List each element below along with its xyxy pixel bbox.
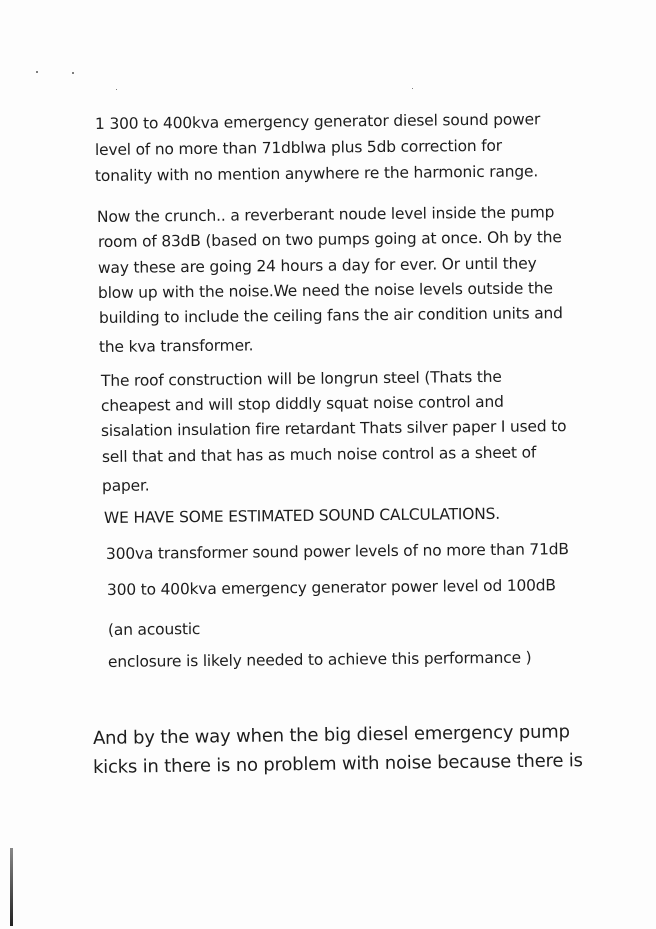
acoustic-line-1: (an acoustic: [107, 620, 201, 639]
paragraph-2-line-1: Now the crunch.. a reverberant noude level inside the pump: [96, 203, 555, 226]
paragraph-2-line-4: blow up with the noise.We need the noise levels outside the: [97, 279, 553, 302]
paragraph-3-line-5: paper.: [101, 476, 150, 495]
final-line-2: kicks in there is no problem with noise because there is: [92, 750, 583, 778]
paragraph-2-line-5: building to include the ceiling fans the air condition units and: [98, 304, 563, 327]
paragraph-1-line-1: 1 300 to 400kva emergency generator diesel sound power: [94, 110, 541, 133]
calculations-heading: WE HAVE SOME ESTIMATED SOUND CALCULATIONS.: [103, 504, 501, 527]
scan-speck: [412, 88, 413, 89]
paragraph-3-line-3: sisalation insulation fire retardant Thats silver paper I used to: [100, 417, 567, 440]
paragraph-2-line-6: the kva transformer.: [98, 336, 254, 356]
final-line-1: And by the way when the big diesel emergency pump: [92, 721, 570, 749]
paragraph-2-line-2: room of 83dB (based on two pumps going at once. Oh by the: [97, 228, 562, 251]
scan-speck: [116, 89, 117, 90]
scan-speck: [36, 71, 38, 73]
paragraph-3-line-2: cheapest and will stop diddly squat noise control and: [100, 392, 504, 415]
transformer-line: 300va transformer sound power levels of no more than 71dB: [105, 540, 569, 563]
scan-edge-shadow: [10, 848, 13, 926]
acoustic-line-2: enclosure is likely needed to achieve this performance ): [107, 648, 532, 671]
scan-speck: [72, 72, 74, 74]
paragraph-1-line-3: tonality with no mention anywhere re the harmonic range.: [94, 162, 539, 185]
paragraph-1-line-2: level of no more than 71dblwa plus 5db correction for: [94, 136, 502, 159]
paragraph-3-line-1: The roof construction will be longrun steel (Thats the: [100, 367, 502, 390]
paragraph-2-line-3: way these are going 24 hours a day for ever. Or until they: [97, 254, 537, 277]
generator-line: 300 to 400kva emergency generator power level od 100dB: [106, 576, 556, 599]
paragraph-3-line-4: sell that and that has as much noise control as a sheet of: [101, 443, 537, 466]
